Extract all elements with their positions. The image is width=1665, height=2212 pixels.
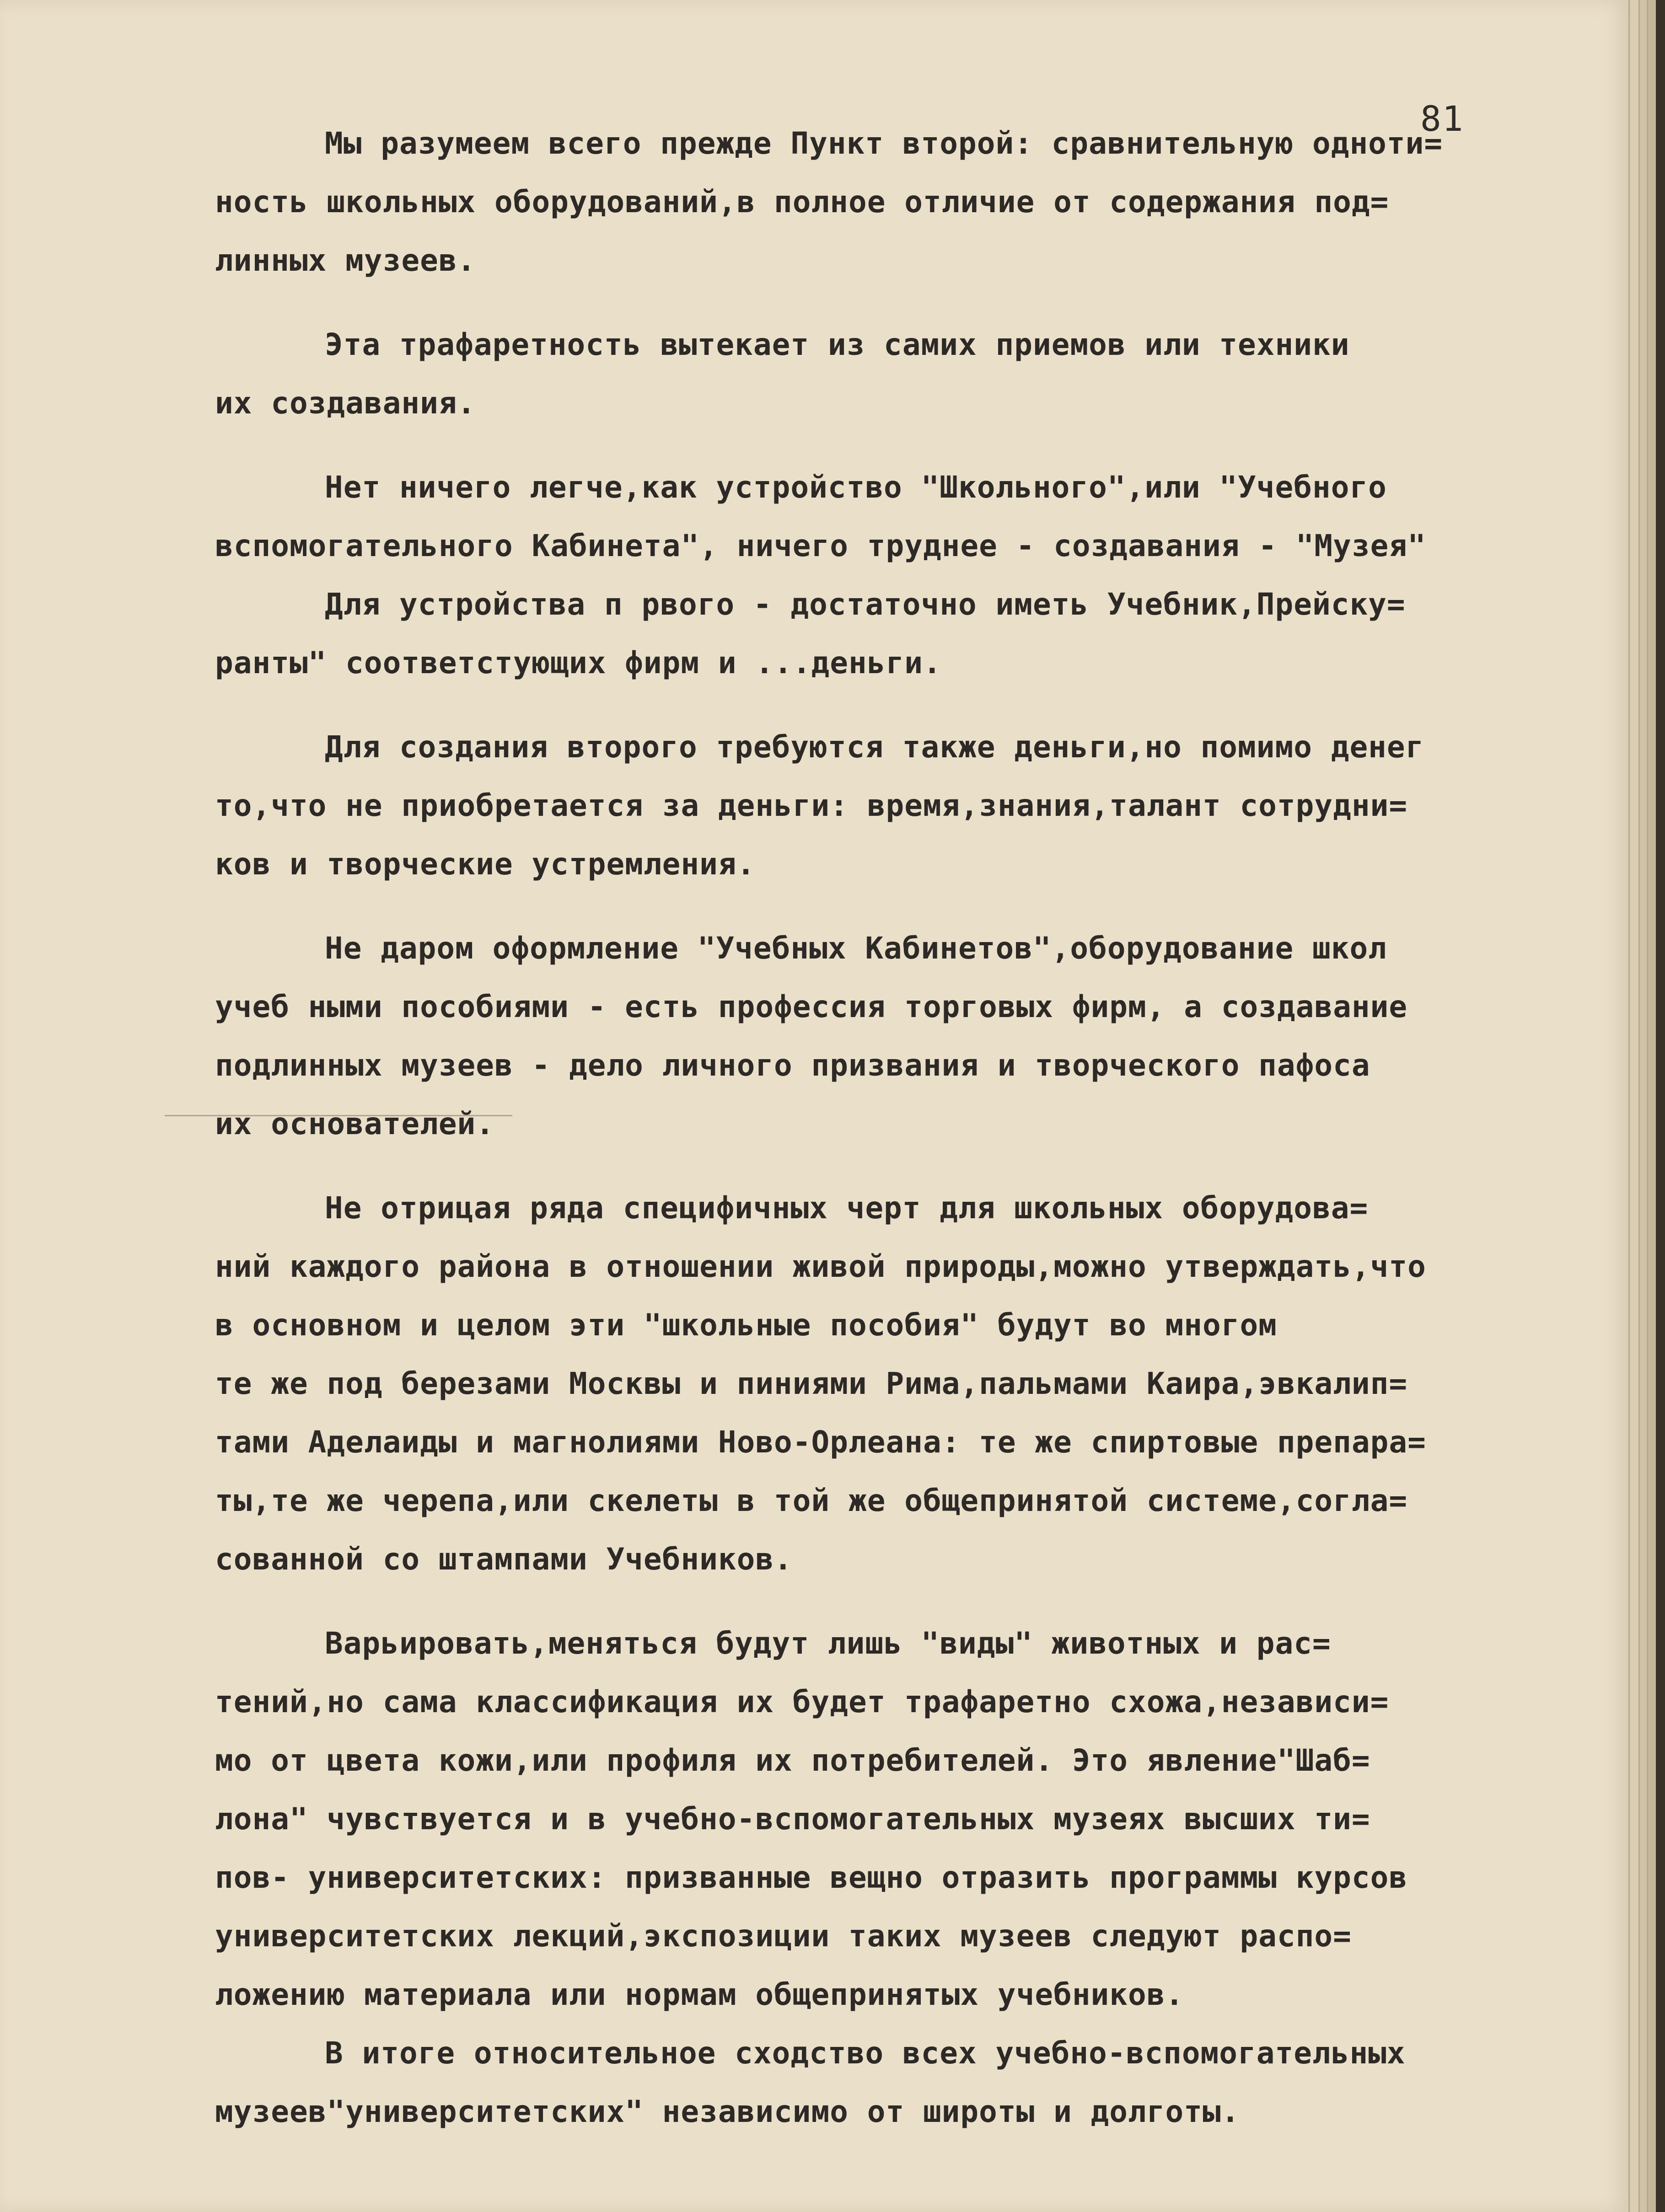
text-line: лона" чувствуется и в учебно-вспомогательных музеях высших ти= (215, 1801, 1370, 1837)
text-line: пов- университетских: призванные вещно отразить программы курсов (215, 1860, 1408, 1895)
text-line: Варьировать,меняться будут лишь "виды" животных и рас= (325, 1626, 1331, 1661)
text-line: музеев"университетских" независимо от широты и долготы. (215, 2094, 1240, 2129)
text-line: ты,те же черепа,или скелеты в той же общепринятой системе,согла= (215, 1483, 1408, 1518)
text-line: ков и творческие устремления. (215, 846, 756, 882)
text-line: Для создания второго требуются также деньги,но помимо денег (325, 729, 1424, 765)
text-line: те же под березами Москвы и пиниями Рима,пальмами Каира,эвкалип= (215, 1366, 1408, 1401)
text-line: то,что не приобретается за деньги: время,знания,талант сотрудни= (215, 788, 1408, 823)
text-line: ний каждого района в отношении живой природы,можно утверждать,что (215, 1249, 1426, 1284)
text-line: мо от цвета кожи,или профиля их потребителей. Это явление"Шаб= (215, 1743, 1370, 1778)
text-line: ность школьных оборудований,в полное отличие от содержания под= (215, 184, 1389, 220)
text-line: Эта трафаретность вытекает из самих приемов или техники (325, 327, 1350, 362)
text-line: их создавания. (215, 386, 476, 421)
text-line: ранты" соответстующих фирм и ...деньги. (215, 645, 942, 680)
text-line: тений,но сама классификация их будет трафаретно схожа,независи= (215, 1684, 1389, 1719)
text-line: Для устройства п рвого - достаточно иметь Учебник,Прейску= (325, 587, 1406, 622)
page-number: 81 (1420, 98, 1464, 139)
text-line: В итоге относительное сходство всех учебно-вспомогательных (325, 2035, 1406, 2071)
text-line: вспомогательного Кабинета", ничего труднее - создавания - "Музея" (215, 528, 1426, 563)
binding-shadow (1656, 0, 1665, 2212)
text-line: Не отрицая ряда специфичных черт для школьных оборудова= (325, 1190, 1369, 1226)
text-line: университетских лекций,экспозиции таких музеев следуют распо= (215, 1918, 1352, 1954)
text-line: линных музеев. (215, 243, 476, 278)
text-line: Мы разумеем всего прежде Пункт второй: сравнительную одноти= (325, 126, 1443, 161)
text-line: Не даром оформление "Учебных Кабинетов",оборудование школ (325, 931, 1387, 966)
text-line: подлинных музеев - дело личного призвания и творческого пафоса (215, 1048, 1370, 1083)
typewritten-text (215, 114, 1541, 2141)
text-line: тами Аделаиды и магнолиями Ново-Орлеана: те же спиртовые препара= (215, 1425, 1426, 1460)
text-line: сованной со штампами Учебников. (215, 1542, 793, 1577)
text-line: учеб ными пособиями - есть профессия торговых фирм, а создавание (215, 989, 1408, 1024)
text-line: Нет ничего легче,как устройство "Школьного",или "Учебного (325, 470, 1387, 505)
pencil-divider-line (165, 1115, 512, 1116)
text-line: их основателей. (215, 1106, 495, 1141)
text-line: ложению материала или нормам общепринятых учебников. (215, 1977, 1184, 2012)
text-line: в основном и целом эти "школьные пособия" будут во многом (215, 1307, 1277, 1343)
